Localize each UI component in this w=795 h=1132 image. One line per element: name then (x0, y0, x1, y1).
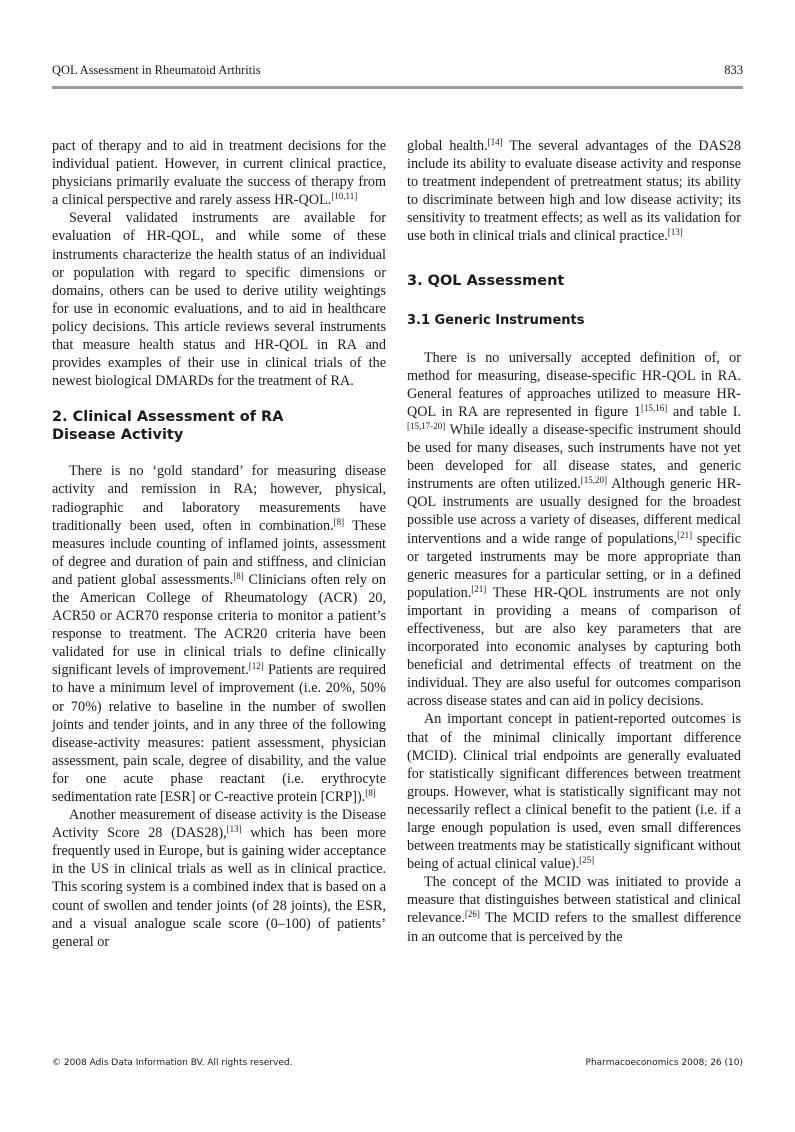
paragraph-text: An important concept in patient-reported outcomes is that of the minimal clinically important difference (MCID). Clinical trial endpoints are generally evaluated for statistically significant differences between treatment groups. However, what is statistically significant may not necessarily reflect a clinical benefit to the patient (i.e. if a large enough population is used, even small differences between treatments may be statistically significant without being of actual clinical value). (407, 711, 741, 873)
citation-ref: [10,11] (331, 191, 358, 202)
paragraph-text: Another measurement of disease activity is the Disease Activity Score 28 (DAS28), (52, 807, 386, 842)
paragraph-text: The several advantages of the DAS28 include its ability to evaluate disease activity and response to treatment independent of pretreatment status; its ability to discriminate between high and low disease activity; its sensitivity to treatment effects; as well as its validation for use both in clinical trials and clinical practice. (407, 138, 741, 245)
heading-line: 2. Clinical Assessment of RA (52, 409, 284, 426)
citation-ref: [21] (677, 529, 693, 540)
citation-ref: [8] (233, 570, 244, 581)
citation-ref: [21] (471, 583, 487, 594)
citation-ref: [15,16] (640, 402, 668, 413)
paragraph-text: These HR-QOL instruments are not only important in providing a means of comparison of effectiveness, but are also key parameters that are incorporated into economic analyses by capturing both beneficial and detrimental effects of treatment on the individual. They are also useful for outcomes comparison across disease states and can aid in policy decisions. (407, 584, 741, 710)
paragraph (407, 349, 741, 711)
paragraph-text: and table I. (667, 403, 741, 420)
paragraph (52, 137, 386, 209)
citation-ref: [15,17-20] (407, 420, 446, 431)
citation-ref: [25] (579, 855, 595, 866)
spacer (407, 330, 741, 349)
paragraph-text: While ideally a disease-specific instrument should be used for many diseases, such instruments have not yet been developed for all disease states, and generic instruments are often utilized. (407, 421, 741, 493)
spacer (52, 390, 386, 408)
citation-ref: [14] (487, 137, 503, 147)
section-heading (52, 408, 386, 444)
paragraph-text: specific or targeted instruments may be more appropriate than generic measures for a particular setting, or in a defined population. (407, 530, 741, 601)
spacer (407, 246, 741, 272)
journal-citation: Pharmacoeconomics 2008; 26 (10) (585, 1058, 743, 1068)
spacer (407, 290, 741, 312)
paragraph (52, 209, 386, 390)
citation-ref: [26] (464, 909, 480, 920)
citation-ref: [8] (365, 788, 376, 798)
citation-ref: [13] (226, 824, 242, 835)
spacer (52, 444, 386, 462)
paragraph-text: Clinicians often rely on the American College of Rheumatology (ACR) 20, ACR50 or ACR70 response criteria to monitor a patient’s response to treatment. The ACR20 criteria have been validated for use in clinical trials to define clinically significant levels of improvement. (52, 571, 386, 679)
running-head (52, 63, 743, 78)
paragraph-text: The MCID refers to the smallest difference in an outcome that is perceived by the (407, 910, 741, 945)
paragraph (407, 710, 741, 873)
paragraph (52, 462, 386, 806)
paragraph (407, 137, 741, 246)
heading-line: Disease Activity (52, 427, 184, 444)
paragraph-text: Although generic HR-QOL instruments are usually designed for the broadest possible use across a variety of diseases, different medical interventions and a wide range of populations, (407, 476, 741, 547)
paragraph-text: global health. (407, 138, 488, 154)
section-heading: 3. QOL Assessment (407, 272, 565, 289)
paragraph (52, 806, 386, 951)
right-column (407, 137, 741, 946)
paragraph-text: pact of therapy and to aid in treatment decisions for the individual patient. However, in current clinical practice, physicians primarily evaluate the success of therapy from a clinical perspective and rarely assess HR-QOL. (52, 138, 386, 209)
paragraph-text: which has been more frequently used in Europe, but is gaining wider acceptance in the US in clinical trials as well as in clinical practice. This scoring system is a combined index that is based on a count of swollen and tender joints (of 28 joints), the ESR, and a visual analogue scale score (0–100) of patients’ general or (52, 825, 386, 950)
header-rule (52, 86, 743, 89)
running-title: QOL Assessment in Rheumatoid Arthritis (52, 63, 261, 77)
page-number: 833 (724, 63, 743, 77)
subsection-heading: 3.1 Generic Instruments (407, 312, 585, 328)
paragraph-text: These measures include counting of inflamed joints, assessment of degree and duration of pain and stiffness, and clinician and patient global assessments. (52, 517, 386, 588)
copyright-notice: © 2008 Adis Data Information BV. All rights reserved. (52, 1058, 293, 1068)
citation-ref: [13] (667, 227, 683, 238)
citation-ref: [12] (248, 661, 264, 672)
citation-ref: [15,20] (580, 475, 608, 486)
paragraph-text: Patients are required to have a minimum level of improvement (i.e. 20%, 50% or 70%) relative to baseline in the number of swollen joints and tender joints, and in any three of the following disease-activity measures: patient assessment, physician assessment, pain scale, degree of disability, and the value for one acute phase reactant (i.e. erythrocyte sedimentation rate [ESR] or C-reactive protein [CRP]). (52, 662, 387, 805)
page-footer (52, 1058, 743, 1068)
paragraph-text: The concept of the MCID was initiated to provide a measure that distinguishes between statistical and clinical relevance. (407, 874, 741, 927)
paragraph-text: There is no universally accepted definition of, or method for measuring, disease-specific HR-QOL in RA. General features of approaches utilized to measure HR-QOL in RA are represented in figure 1 (407, 349, 741, 420)
left-column (52, 137, 386, 951)
citation-ref: [8] (333, 516, 345, 527)
paragraph (407, 873, 741, 945)
paragraph-text: There is no ‘gold standard’ for measuring disease activity and remission in RA; however, physical, radiographic and laboratory measurements have traditionally been used, often in combination. (52, 463, 386, 534)
paragraph-text: Several validated instruments are available for evaluation of HR-QOL, and while some of these instruments characterize the health status of an individual or population with regard to specific dimensions or domains, others can be used to derive utility weightings for use in economic evaluations, and to aid in healthcare policy decisions. This article reviews several instruments that measure health status and HR-QOL in RA and provides examples of their use in clinical trials of the newest biological DMARDs for the treatment of RA. (52, 210, 386, 390)
